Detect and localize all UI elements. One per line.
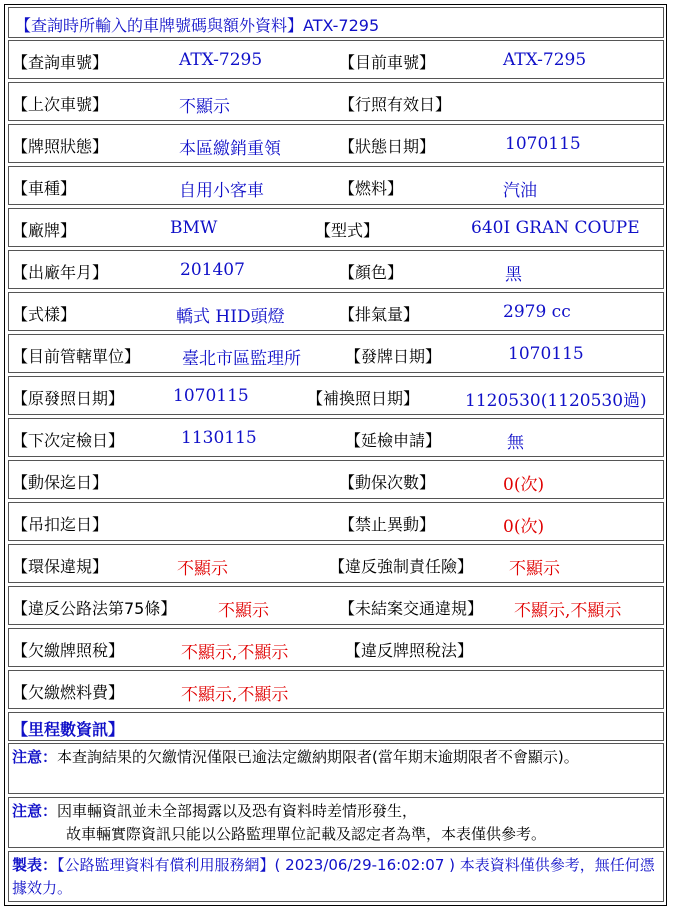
value-status-date: 1070115 — [505, 134, 581, 154]
label-current-plate: 【目前車號】 — [339, 53, 436, 72]
label-status-date: 【狀態日期】 — [339, 137, 436, 156]
value-open-traffic-violation: 不顯示,不顯示 — [514, 601, 622, 621]
row-vehicle-type — [8, 166, 664, 205]
value-displacement: 2979 cc — [503, 302, 571, 322]
label-chattel-expiry: 【動保迄日】 — [12, 473, 109, 492]
label-unpaid-fuel-fee: 【欠繳燃料費】 — [12, 683, 125, 702]
value-inspection-extension: 無 — [507, 433, 524, 453]
note-source-service: 【公路監理資料有償利用服務網】 — [57, 856, 275, 874]
row-previous-plate — [8, 82, 664, 121]
row-chattel-mortgage — [8, 460, 664, 499]
label-highway-act-violation: 【違反公路法第75條】 — [12, 599, 177, 618]
label-original-issue: 【原發照日期】 — [12, 389, 125, 408]
row-fuel-fee — [8, 670, 664, 709]
value-insurance-violation: 不顯示 — [509, 559, 560, 579]
note-disclaimer-label: 注意： — [12, 802, 58, 820]
query-header-row — [8, 7, 664, 38]
label-inspection-extension: 【延檢申請】 — [345, 431, 442, 450]
label-suspension-expiry: 【吊扣迄日】 — [12, 515, 109, 534]
label-vehicle-type: 【車種】 — [12, 179, 77, 198]
row-highway-act — [8, 586, 664, 625]
row-jurisdiction — [8, 334, 664, 373]
label-query-plate: 【查詢車號】 — [12, 53, 109, 72]
value-highway-act-violation: 不顯示 — [218, 601, 269, 621]
value-current-plate: ATX-7295 — [503, 50, 587, 70]
value-issue-date: 1070115 — [508, 344, 584, 364]
value-jurisdiction: 臺北市區監理所 — [182, 349, 301, 369]
label-manufacture-date: 【出廠年月】 — [12, 263, 109, 282]
value-original-issue: 1070115 — [173, 386, 249, 406]
value-manufacture-date: 201407 — [180, 260, 245, 280]
label-unpaid-license-tax: 【欠繳牌照稅】 — [12, 641, 125, 660]
note-overdue-row — [8, 743, 664, 794]
value-vehicle-type: 自用小客車 — [179, 181, 264, 201]
label-open-traffic-violation: 【未結案交通違規】 — [339, 599, 484, 618]
note-source-label: 製表： — [12, 856, 58, 874]
mileage-row — [8, 712, 664, 741]
note-source-text: ( 2023/06/29-16:02:07 ) 本表資料僅供參考，無任何憑據效力。 — [12, 856, 655, 897]
label-fuel: 【燃料】 — [339, 179, 404, 198]
value-unpaid-license-tax: 不顯示,不顯示 — [181, 643, 289, 663]
label-next-inspection: 【下次定檢日】 — [12, 431, 125, 450]
label-license-tax-violation: 【違反牌照稅法】 — [345, 641, 474, 660]
note-overdue-label: 注意： — [12, 748, 58, 766]
value-color: 黑 — [505, 265, 522, 285]
label-style: 【式樣】 — [12, 305, 77, 324]
label-license-expiry: 【行照有效日】 — [339, 95, 452, 114]
value-model: 640I GRAN COUPE — [471, 218, 640, 238]
row-environmental — [8, 544, 664, 583]
query-header-title: 【查詢時所輸入的車牌號碼與額外資料】ATX-7295 — [15, 16, 380, 35]
label-jurisdiction: 【目前管轄單位】 — [12, 347, 141, 366]
label-color: 【顏色】 — [339, 263, 404, 282]
value-chattel-count: 0(次) — [503, 475, 545, 495]
note-source — [12, 854, 660, 900]
label-reissue-date: 【補換照日期】 — [307, 389, 420, 408]
note-overdue-text: 本查詢結果的欠繳情況僅限已逾法定繳納期限者(當年期末逾期限者不會顯示)。 — [57, 748, 579, 766]
row-style — [8, 292, 664, 331]
value-fuel: 汽油 — [503, 181, 537, 201]
row-plate-status — [8, 124, 664, 163]
value-transfer-ban: 0(次) — [503, 517, 545, 537]
label-issue-date: 【發牌日期】 — [345, 347, 442, 366]
value-brand: BMW — [170, 218, 218, 238]
note-source-row — [8, 851, 664, 902]
row-plate — [8, 40, 664, 79]
note-overdue — [12, 746, 660, 769]
mileage-title: 【里程數資訊】 — [12, 720, 125, 739]
label-environmental-violation: 【環保違規】 — [12, 557, 109, 576]
value-previous-plate: 不顯示 — [179, 97, 230, 117]
value-unpaid-fuel-fee: 不顯示,不顯示 — [181, 685, 289, 705]
label-previous-plate: 【上次車號】 — [12, 95, 109, 114]
row-brand — [8, 208, 664, 247]
row-suspension — [8, 502, 664, 541]
note-disclaimer-line1: 因車輛資訊並未全部揭露以及恐有資料時差情形發生， — [57, 802, 418, 820]
note-disclaimer-line2: 故車輛實際資訊只能以公路監理單位記載及認定者為準，本表僅供參考。 — [66, 825, 547, 843]
label-insurance-violation: 【違反強制責任險】 — [329, 557, 474, 576]
value-plate-status: 本區繳銷重領 — [179, 139, 281, 159]
label-transfer-ban: 【禁止異動】 — [339, 515, 436, 534]
value-environmental-violation: 不顯示 — [177, 559, 228, 579]
note-disclaimer-row — [8, 797, 664, 848]
row-original-issue — [8, 376, 664, 415]
value-reissue-date: 1120530(1120530過) — [465, 391, 647, 411]
label-chattel-count: 【動保次數】 — [339, 473, 436, 492]
note-disclaimer — [12, 800, 660, 846]
row-manufacture-date — [8, 250, 664, 289]
label-displacement: 【排氣量】 — [339, 305, 420, 324]
row-next-inspection — [8, 418, 664, 457]
value-query-plate: ATX-7295 — [179, 50, 263, 70]
value-next-inspection: 1130115 — [181, 428, 257, 448]
value-style: 轎式 HID頭燈 — [176, 307, 285, 327]
label-model: 【型式】 — [315, 221, 380, 240]
label-brand: 【廠牌】 — [12, 221, 77, 240]
row-license-tax — [8, 628, 664, 667]
label-plate-status: 【牌照狀態】 — [12, 137, 109, 156]
